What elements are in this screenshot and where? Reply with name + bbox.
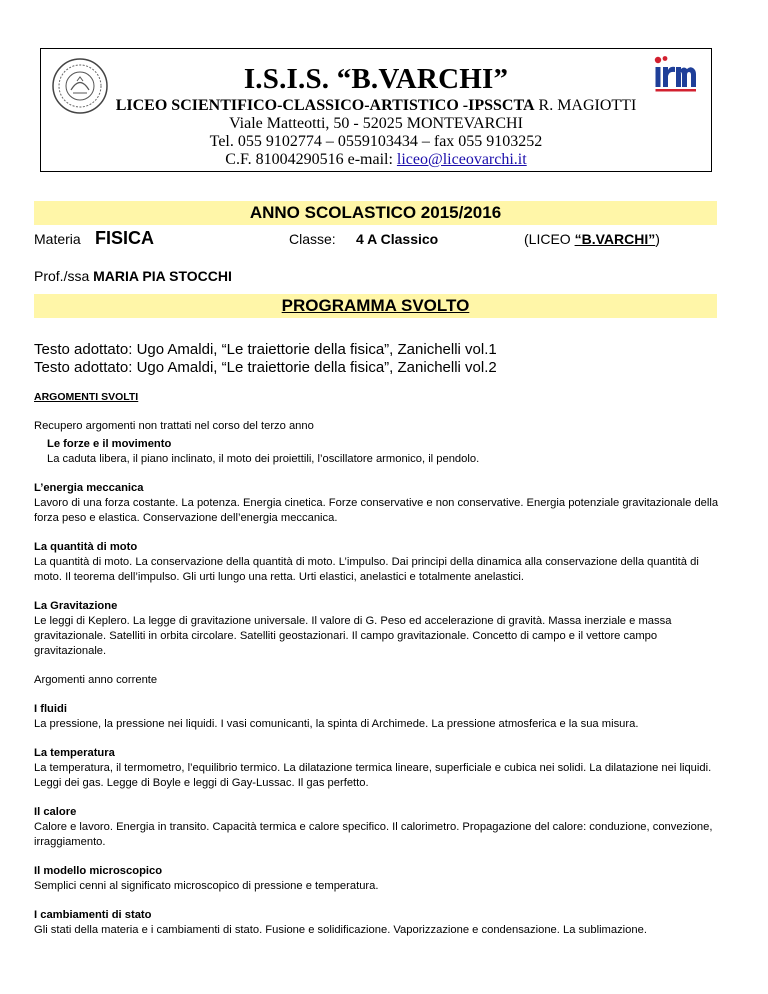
teacher-label: Prof./ssa bbox=[34, 268, 94, 284]
section-forze bbox=[47, 437, 724, 467]
textbook-vol1: Testo adottato: Ugo Amaldi, “Le traiettorie della fisica”, Zanichelli vol.1 bbox=[34, 341, 497, 358]
topics-heading: ARGOMENTI SVOLTI bbox=[34, 391, 139, 403]
teacher-line bbox=[34, 268, 232, 284]
email-link[interactable]: liceo@liceovarchi.it bbox=[396, 151, 527, 168]
school-phones: Tel. 055 9102774 – 0559103434 – fax 055 9103252 bbox=[209, 133, 543, 150]
section-modello-microscopico bbox=[34, 864, 724, 894]
section-body: La caduta libera, il piano inclinato, il moto dei proiettili, l’oscillatore armonico, il pendolo. bbox=[47, 453, 480, 465]
section-calore bbox=[34, 805, 724, 850]
section-temperatura bbox=[34, 746, 724, 791]
recovery-intro: Recupero argomenti non trattati nel corso del terzo anno bbox=[34, 420, 314, 432]
section-title: La Gravitazione bbox=[34, 600, 118, 612]
liceo-close: ) bbox=[655, 231, 660, 247]
subject-label: Materia bbox=[34, 231, 81, 247]
section-title: Il calore bbox=[34, 806, 77, 818]
school-branches-rest: R. MAGIOTTI bbox=[534, 97, 637, 114]
school-cf: C.F. 81004290516 e-mail: bbox=[225, 151, 397, 168]
section-body: Calore e lavoro. Energia in transito. Capacità termica e calore specifico. Il calorimetro. Propagazione del calore: conduzione, convezione, irraggiamento. bbox=[34, 821, 713, 848]
subject-row bbox=[34, 228, 724, 250]
section-title: L’energia meccanica bbox=[34, 482, 144, 494]
school-name: I.S.I.S. “B.VARCHI” bbox=[243, 63, 509, 95]
program-title-banner: PROGRAMMA SVOLTO bbox=[34, 294, 717, 318]
teacher-name: MARIA PIA STOCCHI bbox=[93, 268, 232, 284]
section-title: I cambiamenti di stato bbox=[34, 909, 152, 921]
section-title: Il modello microscopico bbox=[34, 865, 163, 877]
section-body: Semplici cenni al significato microscopico di pressione e temperatura. bbox=[34, 880, 379, 892]
class-label: Classe: bbox=[289, 231, 336, 247]
section-title: La quantità di moto bbox=[34, 541, 138, 553]
class-value: 4 A Classico bbox=[356, 231, 439, 247]
section-body: La pressione, la pressione nei liquidi. I vasi comunicanti, la spinta di Archimede. La pressione atmosferica e la sua misura. bbox=[34, 718, 639, 730]
section-body: La temperatura, il termometro, l’equilibrio termico. La dilatazione termica lineare, superficiale e cubica nei solidi. La dilatazione nei liquidi. bbox=[34, 762, 712, 774]
section-quantita-di-moto bbox=[34, 540, 724, 585]
school-year-banner: ANNO SCOLASTICO 2015/2016 bbox=[34, 201, 717, 225]
section-title: Le forze e il movimento bbox=[47, 438, 172, 450]
section-body: La quantità di moto. La conservazione della quantità di moto. L’impulso. Dai principi della dinamica alla conservazione della quantità di moto. Il teorema dell’impulso. Gli urti lungo una retta. Urti elastici, anelastici e totalmente anelastici. bbox=[34, 556, 699, 583]
liceo-note bbox=[524, 231, 660, 247]
letterhead bbox=[40, 48, 712, 172]
section-body: Gli stati della materia e i cambiamenti di stato. Fusione e solidificazione. Vaporizzazione e condensazione. La sublimazione. bbox=[34, 924, 647, 936]
current-year-intro: Argomenti anno corrente bbox=[34, 674, 158, 686]
section-body: Lavoro di una forza costante. La potenza. Energia cinetica. Forze conservative e non conservative. Energia potenziale gravitazionale della forza peso e elastica. Conservazione dell’energia meccanica. bbox=[34, 497, 719, 524]
section-body: Le leggi di Keplero. La legge di gravitazione universale. Il valore di G. Peso ed accelerazione di gravità. Massa inerziale e massa gravitazionale. Satelliti in orbita circolare. Satelliti geostazionari. Il campo gravitazionale. Concetto di campo e il vettore campo gravitazionale. bbox=[34, 615, 672, 657]
school-branches-bold: LICEO SCIENTIFICO-CLASSICO-ARTISTICO -IPSSCTA bbox=[115, 97, 535, 114]
section-body-gas: Leggi dei gas. Legge di Boyle e leggi di Gay-Lussac. Il gas perfetto. bbox=[34, 777, 369, 789]
program-content bbox=[34, 390, 724, 938]
school-cf-email bbox=[41, 151, 711, 169]
section-title: I fluidi bbox=[34, 703, 67, 715]
section-fluidi bbox=[34, 702, 724, 732]
section-gravitazione bbox=[34, 599, 724, 659]
school-branches bbox=[41, 97, 711, 115]
section-title: La temperatura bbox=[34, 747, 115, 759]
textbook-vol2: Testo adottato: Ugo Amaldi, “Le traiettorie della fisica”, Zanichelli vol.2 bbox=[34, 359, 497, 376]
liceo-name: “B.VARCHI” bbox=[574, 231, 656, 247]
school-address: Viale Matteotti, 50 - 52025 MONTEVARCHI bbox=[229, 115, 523, 132]
section-energia bbox=[34, 481, 724, 526]
subject-name: FISICA bbox=[95, 228, 155, 248]
section-cambiamenti-di-stato bbox=[34, 908, 724, 938]
liceo-open: (LICEO bbox=[524, 231, 575, 247]
